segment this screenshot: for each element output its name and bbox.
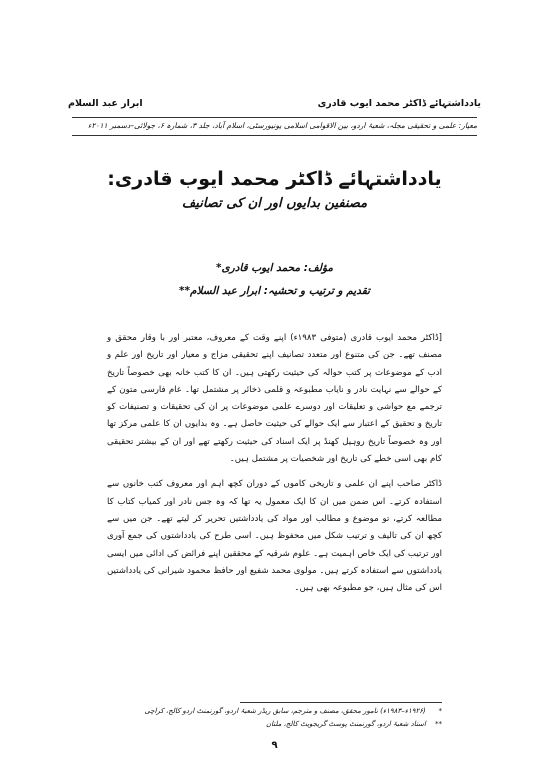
footnote-text: استاد شعبۂ اردو، گورنمنٹ پوسٹ گریجویٹ کالج، ملتان: [265, 720, 426, 728]
article-body: [107, 330, 442, 597]
running-title: یادداشتہائے ڈاکٹر محمد ایوب قادری: [317, 98, 481, 109]
footnote-text: (۱۹۲۶ء–۱۹۸۳ء) نامور محقق، مصنف و مترجم، سابق ریڈر شعبۂ اردو، گورنمنٹ اردو کالج، کراچی: [144, 707, 426, 715]
body-paragraph: [ڈاکٹر محمد ایوب قادری (متوفی ۱۹۸۳ء) اپنے وقت کے معروف، معتبر اور با وقار محقق و مصنف تھے۔ جن کی متنوع اور متعدد تصانیف اپنے تحقیقی مزاج و معیار اور تاریخ اور علم و ادب کے موضوعات پر کتب حوالہ کی حیثیت رکھتی ہیں۔ ان کا کتب خانہ بھی خصوصاً تاریخ کے حوالے سے نہایت نادر و نایاب مطبوعہ و قلمی ذخائر پر مشتمل تھا۔ عام فارسی متون کے ترجمے مع حواشی و تعلیقات اور دوسرے علمی موضوعات پر ان کی تحقیقات و تصنیفات کو تاریخ و تحقیق کے اعتبار سے ایک حوالے کی حیثیت حاصل ہے۔ وہ بدایوں ان کا علمی مرکز تھا اور وہ خصوصاً تاریخ روہیل کھنڈ پر ایک اسناد کی حیثیت رکھتے تھے اور ان کے بیشتر تحقیقی کام بھی اسی خطے کی تاریخ اور شخصیات پر مشتمل ہیں۔: [107, 333, 443, 465]
running-header: [68, 98, 481, 114]
header-rule-bottom: [72, 135, 477, 136]
footnote-rule: [240, 702, 442, 703]
journal-citation: معیار: علمی و تحقیقی مجلہ، شعبۂ اردو، بین الاقوامی اسلامی یونیورسٹی، اسلام آباد، جلد ۳، شمارہ ۶، جولائی–دسمبر ۲۰۱۱ء: [87, 121, 477, 130]
footnote: [107, 705, 442, 718]
header-rule-top: [72, 117, 477, 118]
footnote-mark: *: [438, 707, 442, 715]
body-paragraph: ڈاکٹر صاحب اپنے ان علمی و تاریخی کاموں کے دوران کچھ اہم اور معروف کتب خانوں سے استفادہ کرتے۔ اس ضمن میں ان کا ایک معمول یہ تھا کہ وہ جس نادر اور کمیاب کتاب کا مطالعہ کرتے، تو موضوع و مطالب اور مواد کی یادداشتیں تحریر کر لیتے تھے۔ جن میں سے کچھ ان کی تالیف و ترتیب شکل میں محفوظ ہیں۔ اسی طرح کی یادداشتوں کی جمع آوری اور ترتیب کی ایک خاص اہمیت ہے۔ علوم شرقیہ کے محققین اپنے فرائض کی ادائی میں ایسی یادداشتوں سے استفادہ کرتے ہیں۔ مولوی محمد شفیع اور حافظ محمود شیرانی کی یادداشتیں اس کی مثال ہیں، جو مطبوعہ بھی ہیں۔: [107, 479, 442, 594]
page-number: ۹: [271, 740, 278, 751]
editor-byline: تقدیم و ترتیب و تحشیہ: ابرار عبد السلام**: [179, 285, 370, 297]
article-subtitle: مصنفین بدایوں اور ان کی تصانیف: [181, 196, 368, 211]
running-author: ابرار عبد السلام: [68, 98, 143, 109]
author-byline: مؤلف: محمد ایوب قادری*: [215, 262, 334, 274]
footnote: [107, 718, 442, 731]
article-title: یادداشتہائے ڈاکٹر محمد ایوب قادری:: [107, 168, 442, 190]
footnotes: [107, 705, 442, 731]
footnote-mark: **: [435, 720, 442, 728]
